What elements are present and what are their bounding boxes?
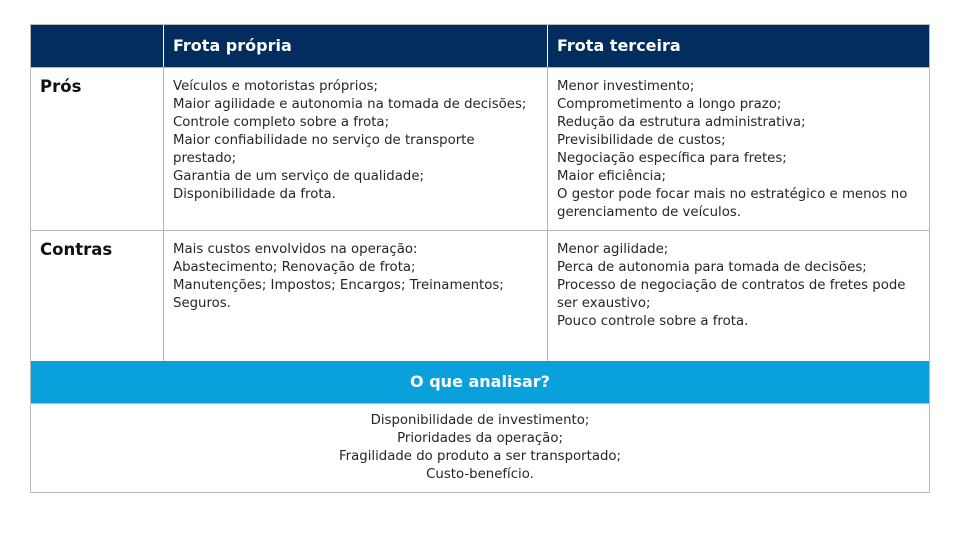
pros-own-fleet-cell xyxy=(163,68,547,230)
analysis-list xyxy=(31,404,929,484)
list-item: Disponibilidade de investimento; xyxy=(370,413,590,428)
list-item: Abastecimento; Renovação de frota; xyxy=(173,260,416,275)
list-item: Garantia de um serviço de qualidade; xyxy=(173,169,424,184)
list-item: Perca de autonomia para tomada de decisões; xyxy=(557,260,867,275)
analysis-cell xyxy=(31,403,929,492)
header-own-fleet: Frota própria xyxy=(173,36,292,55)
cons-third-party-cell xyxy=(547,231,929,361)
analysis-heading: O que analisar? xyxy=(31,361,929,403)
list-item: Disponibilidade da frota. xyxy=(173,187,336,202)
list-item: Seguros. xyxy=(173,296,231,311)
comparison-table xyxy=(30,24,930,493)
header-third-party-fleet: Frota terceira xyxy=(557,36,681,55)
cons-own-fleet-list xyxy=(164,231,547,313)
cons-own-fleet-cell xyxy=(163,231,547,361)
pros-row xyxy=(31,67,929,230)
pros-own-fleet-list xyxy=(164,68,547,204)
cons-label-cell xyxy=(31,231,163,361)
list-item: Processo de negociação de contratos de fretes pode ser exaustivo; xyxy=(557,278,906,311)
list-item: Negociação específica para fretes; xyxy=(557,151,787,166)
cons-label: Contras xyxy=(40,240,113,259)
header-row xyxy=(31,25,929,67)
list-item: O gestor pode focar mais no estratégico e menos no gerenciamento de veículos. xyxy=(557,187,908,220)
list-item: Menor investimento; xyxy=(557,79,695,94)
list-item: Maior eficiência; xyxy=(557,169,666,184)
list-item: Fragilidade do produto a ser transportado; xyxy=(338,449,622,464)
list-item: Maior agilidade e autonomia na tomada de decisões; xyxy=(173,97,527,112)
list-item: Previsibilidade de custos; xyxy=(557,133,726,148)
pros-label: Prós xyxy=(40,77,82,96)
list-item: Mais custos envolvidos na operação: xyxy=(173,242,418,257)
header-third-party-fleet-cell xyxy=(547,25,929,67)
list-item: Redução da estrutura administrativa; xyxy=(557,115,806,130)
pros-third-party-list xyxy=(548,68,929,222)
header-own-fleet-cell xyxy=(163,25,547,67)
cons-third-party-list xyxy=(548,231,929,331)
list-item: Menor agilidade; xyxy=(557,242,669,257)
pros-third-party-cell xyxy=(547,68,929,230)
pros-label-cell xyxy=(31,68,163,230)
list-item: Comprometimento a longo prazo; xyxy=(557,97,782,112)
list-item: Manutenções; Impostos; Encargos; Treinamentos; xyxy=(173,278,504,293)
header-empty-cell xyxy=(31,25,163,67)
list-item: Custo-benefício. xyxy=(426,467,534,482)
list-item: Veículos e motoristas próprios; xyxy=(173,79,379,94)
list-item: Pouco controle sobre a frota. xyxy=(557,314,749,329)
list-item: Controle completo sobre a frota; xyxy=(173,115,390,130)
list-item: Maior confiabilidade no serviço de transporte prestado; xyxy=(173,133,475,166)
cons-row xyxy=(31,230,929,361)
list-item: Prioridades da operação; xyxy=(397,431,563,446)
